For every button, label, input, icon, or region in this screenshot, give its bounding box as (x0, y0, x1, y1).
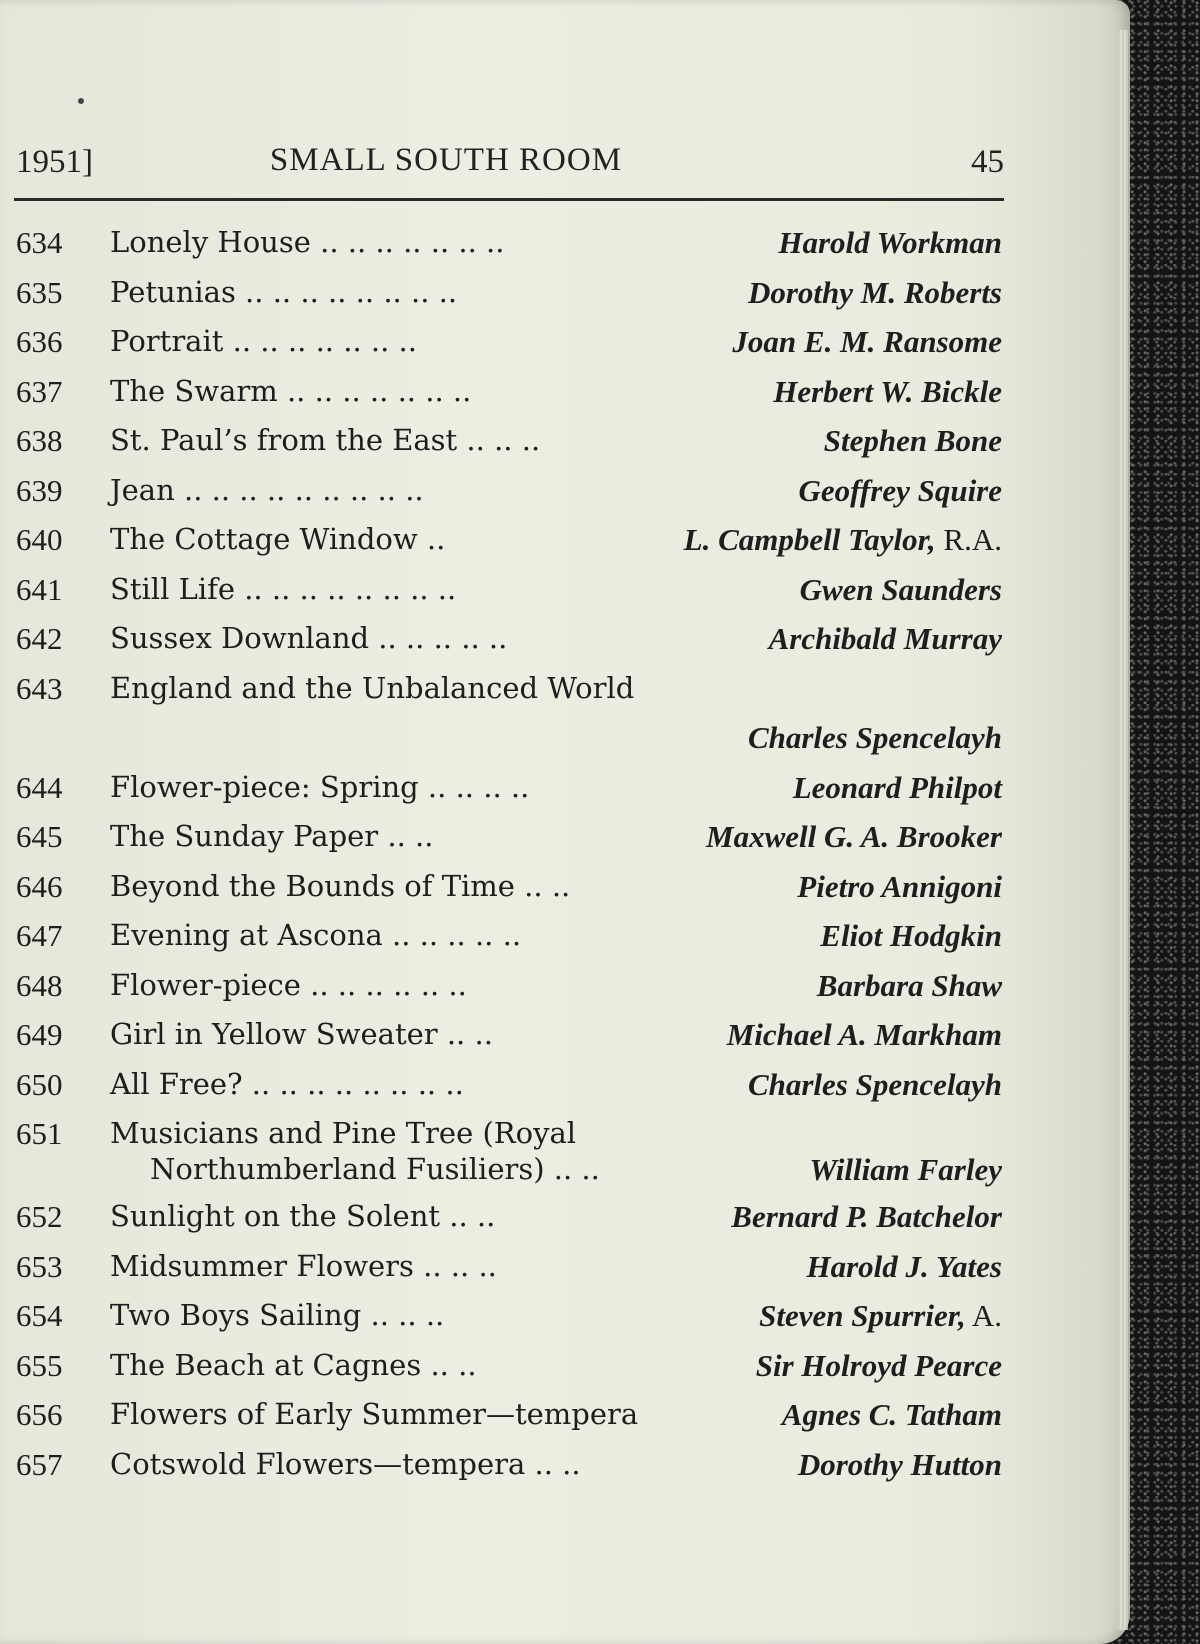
entry-artist (731, 1192, 1002, 1242)
entry-title: Jean .. .. .. .. .. .. .. .. .. (110, 472, 424, 507)
header-page-number: 45 (971, 144, 1004, 180)
catalogue-entry (0, 1390, 1010, 1440)
entry-number: 648 (16, 967, 63, 1003)
running-head (16, 140, 1004, 184)
entry-title: The Cottage Window .. (110, 522, 446, 556)
entry-number: 638 (16, 423, 63, 458)
catalogue-entry (0, 317, 1010, 367)
entry-artist (778, 218, 1002, 268)
entry-title: Portrait .. .. .. .. .. .. .. (110, 324, 417, 358)
entry-artist (809, 1145, 1002, 1195)
entry-artist (706, 812, 1002, 862)
entry-number: 654 (16, 1298, 63, 1333)
entry-number: 655 (16, 1347, 63, 1383)
artist-name: L. Campbell Taylor, (683, 522, 936, 557)
entry-number: 656 (16, 1397, 63, 1432)
entry-artist (748, 1060, 1002, 1110)
entry-artist (800, 565, 1002, 615)
artist-honours: R.A. (935, 522, 1002, 557)
entry-title: Evening at Ascona .. .. .. .. .. (110, 918, 522, 952)
artist-name: Gwen Saunders (799, 571, 1002, 607)
entry-title-continued: Northumberland Fusiliers) .. .. (150, 1152, 600, 1186)
catalogue-entry (0, 763, 1010, 813)
catalogue-entry (0, 1010, 1010, 1060)
catalogue-entry (0, 466, 1010, 516)
entry-number: 653 (16, 1248, 63, 1284)
entry-artist (806, 1242, 1002, 1292)
entry-number: 657 (16, 1446, 63, 1482)
entry-title: Petunias .. .. .. .. .. .. .. .. (110, 274, 458, 309)
entry-title: Sunlight on the Solent .. .. (110, 1199, 496, 1233)
entry-title: Flower-piece .. .. .. .. .. .. (110, 967, 467, 1002)
entry-number: 640 (16, 522, 63, 557)
artist-name: Eliot Hodgkin (820, 918, 1002, 953)
entry-number: 637 (16, 373, 63, 409)
artist-name: Harold J. Yates (806, 1248, 1002, 1284)
entry-number: 645 (16, 819, 63, 854)
artist-name: Agnes C. Tatham (781, 1397, 1002, 1432)
entry-artist (759, 1291, 1002, 1341)
artist-honours: A. (965, 1298, 1002, 1333)
entry-artist (824, 416, 1002, 466)
artist-name: Joan E. M. Ransome (732, 324, 1002, 359)
entry-title: Midsummer Flowers .. .. .. (110, 1248, 497, 1283)
entry-title: Flowers of Early Summer—tempera (110, 1397, 639, 1431)
artist-name: Charles Spencelayh (747, 720, 1002, 755)
entry-number: 641 (16, 571, 63, 607)
catalogue-entry (0, 1291, 1010, 1341)
artist-name: Geoffrey Squire (798, 472, 1002, 508)
artist-name: Harold Workman (778, 225, 1002, 260)
entry-artist (756, 1341, 1002, 1391)
artist-name: Dorothy Hutton (797, 1446, 1002, 1482)
artist-name: Leonard Philpot (792, 769, 1002, 805)
entry-artist (748, 713, 1002, 763)
entry-title: The Swarm .. .. .. .. .. .. .. (110, 373, 472, 408)
entry-number: 639 (16, 472, 63, 508)
entry-artist (684, 515, 1002, 565)
entry-title: The Beach at Cagnes .. .. (110, 1347, 477, 1382)
catalogue-entry (0, 515, 1010, 565)
entry-artist (727, 1010, 1002, 1060)
entry-artist (773, 367, 1002, 417)
entry-number: 647 (16, 918, 63, 953)
entry-number: 649 (16, 1017, 63, 1052)
entry-artist (732, 317, 1002, 367)
catalogue-entry (0, 1109, 1010, 1192)
artist-name: William Farley (809, 1152, 1002, 1187)
entry-number: 635 (16, 274, 63, 310)
artist-name: Michael A. Markham (726, 1017, 1002, 1052)
artist-name: Pietro Annigoni (797, 868, 1002, 904)
entry-number: 650 (16, 1066, 63, 1102)
entry-title: Lonely House .. .. .. .. .. .. .. (110, 225, 505, 259)
entry-artist (799, 466, 1002, 516)
catalogue-entry (0, 812, 1010, 862)
catalogue-entry (0, 614, 1010, 664)
artist-name: Maxwell G. A. Brooker (706, 819, 1002, 854)
artist-name: Barbara Shaw (816, 967, 1002, 1003)
catalogue-entry (0, 565, 1010, 615)
artist-name: Steven Spurrier, (759, 1298, 966, 1333)
catalogue-entry (0, 218, 1010, 268)
entry-artist (798, 1440, 1002, 1490)
artist-name: Dorothy M. Roberts (747, 274, 1002, 310)
catalogue-entry (0, 911, 1010, 961)
artist-name: Sir Holroyd Pearce (755, 1347, 1002, 1383)
entry-title: Musicians and Pine Tree (Royal (110, 1116, 577, 1150)
artist-name: Stephen Bone (823, 423, 1002, 458)
catalogue-entry (0, 961, 1010, 1011)
entry-artist (793, 763, 1002, 813)
catalogue-entry (0, 664, 1010, 763)
page-edge (1118, 30, 1128, 1630)
catalogue-entry (0, 416, 1010, 466)
catalogue-entry (0, 1060, 1010, 1110)
entry-title: Cotswold Flowers—tempera .. .. (110, 1446, 581, 1481)
catalogue-entry (0, 1341, 1010, 1391)
catalogue-entry (0, 1440, 1010, 1490)
entry-title: Still Life .. .. .. .. .. .. .. .. (110, 571, 457, 606)
entry-title: Sussex Downland .. .. .. .. .. (110, 621, 508, 655)
entry-number: 652 (16, 1199, 63, 1234)
entry-artist (782, 1390, 1002, 1440)
ink-dot (78, 98, 84, 104)
entry-title: England and the Unbalanced World (110, 670, 635, 705)
artist-name: Herbert W. Bickle (773, 373, 1002, 409)
entry-artist (820, 911, 1002, 961)
entry-artist (769, 614, 1002, 664)
entry-title: All Free? .. .. .. .. .. .. .. .. (110, 1066, 464, 1101)
artist-name: Bernard P. Batchelor (731, 1199, 1002, 1234)
entry-title: Two Boys Sailing .. .. .. (110, 1298, 445, 1332)
catalogue-entry (0, 1192, 1010, 1242)
entry-number: 644 (16, 769, 63, 805)
catalogue-list (0, 218, 1010, 1489)
entry-number: 636 (16, 324, 63, 359)
entry-artist (817, 961, 1002, 1011)
catalogue-entry (0, 1242, 1010, 1292)
entry-artist (748, 268, 1002, 318)
artist-name: Archibald Murray (768, 621, 1002, 656)
header-rule (14, 198, 1004, 201)
entry-number: 634 (16, 225, 63, 260)
entry-number: 642 (16, 621, 63, 656)
entry-title: The Sunday Paper .. .. (110, 819, 434, 853)
artist-name: Charles Spencelayh (747, 1066, 1002, 1102)
catalogue-entry (0, 862, 1010, 912)
entry-title: Flower-piece: Spring .. .. .. .. (110, 769, 530, 804)
entry-title: St. Paul’s from the East .. .. .. (110, 423, 541, 457)
entry-artist (797, 862, 1002, 912)
entry-number: 646 (16, 868, 63, 904)
entry-title: Beyond the Bounds of Time .. .. (110, 868, 571, 903)
entry-number: 643 (16, 670, 63, 706)
entry-number: 651 (16, 1116, 63, 1151)
entry-title: Girl in Yellow Sweater .. .. (110, 1017, 493, 1051)
header-room-title: SMALL SOUTH ROOM (269, 142, 623, 178)
catalogue-entry (0, 268, 1010, 318)
catalogue-entry (0, 367, 1010, 417)
header-year: 1951] (16, 144, 93, 180)
